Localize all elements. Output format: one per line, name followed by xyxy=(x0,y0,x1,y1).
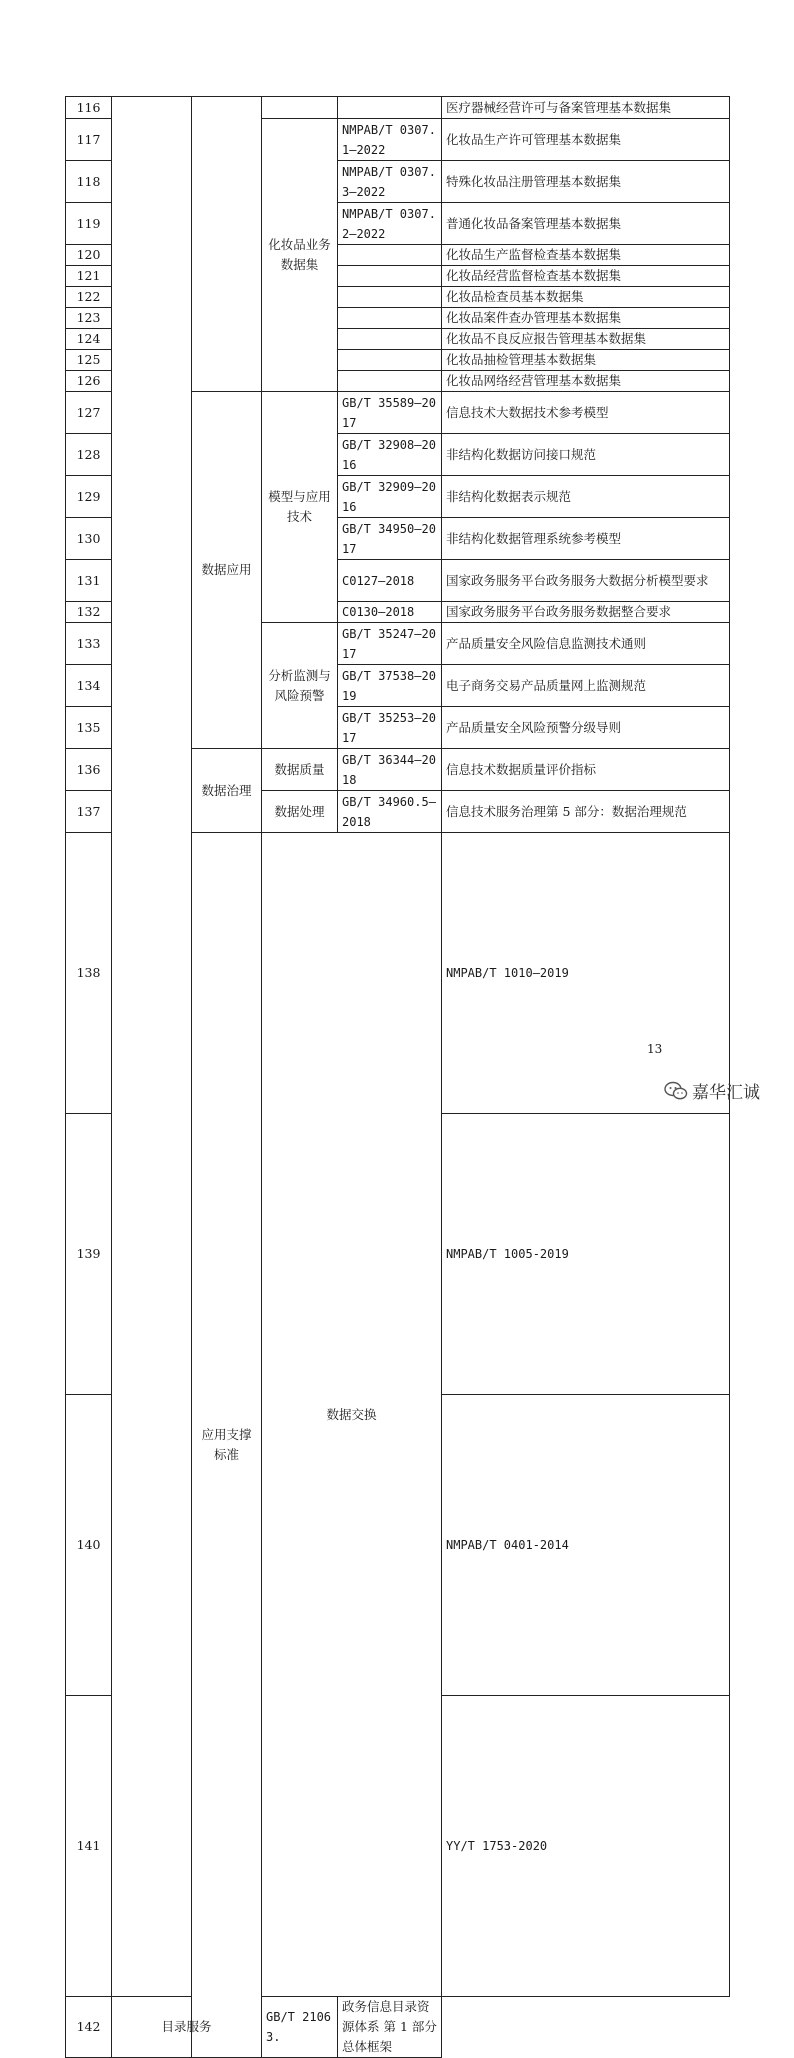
watermark-text: 嘉华汇诚 xyxy=(692,1083,760,1103)
standard-name: 产品质量安全风险信息监测技术通则 xyxy=(442,623,730,665)
category-processing: 数据处理 xyxy=(262,791,338,833)
row-number: 140 xyxy=(66,1395,112,1696)
standard-code: GB/T 35247—2017 xyxy=(338,623,442,665)
row-number: 128 xyxy=(66,434,112,476)
standard-name: 医疗器械经营许可与备案管理基本数据集 xyxy=(442,97,730,119)
standard-code: NMPAB/T 1005-2019 xyxy=(442,1114,730,1395)
standard-name: 非结构化数据表示规范 xyxy=(442,476,730,518)
category-quality: 数据质量 xyxy=(262,749,338,791)
standard-name: 信息技术服务治理第 5 部分：数据治理规范 xyxy=(442,791,730,833)
standard-code xyxy=(338,266,442,287)
standard-name: 化妆品网络经营管理基本数据集 xyxy=(442,371,730,392)
standard-code: C0130—2018 xyxy=(338,602,442,623)
row-number: 119 xyxy=(66,203,112,245)
category-model-tech: 模型与应用技术 xyxy=(262,392,338,623)
wechat-icon xyxy=(664,1081,688,1101)
page-number: 13 xyxy=(647,1042,663,1056)
row-number: 130 xyxy=(66,518,112,560)
row-number: 138 xyxy=(66,833,112,1114)
row-number: 142 xyxy=(66,1997,112,2058)
standard-code: GB/T 36344—2018 xyxy=(338,749,442,791)
standard-name: 化妆品生产许可管理基本数据集 xyxy=(442,119,730,161)
category-data-application: 数据应用 xyxy=(192,392,262,749)
standard-name: 化妆品案件查办管理基本数据集 xyxy=(442,308,730,329)
row-number: 127 xyxy=(66,392,112,434)
row-number: 125 xyxy=(66,350,112,371)
category-governance: 数据治理 xyxy=(192,749,262,833)
standard-name: 化妆品生产监督检查基本数据集 xyxy=(442,245,730,266)
table-row xyxy=(66,97,730,119)
standard-code: NMPAB/T 0401-2014 xyxy=(442,1395,730,1696)
standard-code: GB/T 35589—2017 xyxy=(338,392,442,434)
row-number: 120 xyxy=(66,245,112,266)
standard-name: 特殊化妆品注册管理基本数据集 xyxy=(442,161,730,203)
row-number: 118 xyxy=(66,161,112,203)
standards-table xyxy=(65,96,730,2058)
standard-code: NMPAB/T 0307.1—2022 xyxy=(338,119,442,161)
standard-name: 信息技术大数据技术参考模型 xyxy=(442,392,730,434)
standard-code: GB/T 37538—2019 xyxy=(338,665,442,707)
standard-code xyxy=(338,245,442,266)
row-number: 135 xyxy=(66,707,112,749)
standard-code: GB/T 32909—2016 xyxy=(338,476,442,518)
watermark xyxy=(664,1078,760,1103)
standard-name: 电子商务交易产品质量网上监测规范 xyxy=(442,665,730,707)
standard-code: GB/T 34960.5—2018 xyxy=(338,791,442,833)
standard-code xyxy=(338,350,442,371)
standard-code xyxy=(338,371,442,392)
row-number: 131 xyxy=(66,560,112,602)
row-number: 136 xyxy=(66,749,112,791)
standard-code: YY/T 1753-2020 xyxy=(442,1696,730,1997)
standard-code: NMPAB/T 0307.2—2022 xyxy=(338,203,442,245)
standard-name: 非结构化数据管理系统参考模型 xyxy=(442,518,730,560)
category-cosmetics: 化妆品业务数据集 xyxy=(262,119,338,392)
row-number: 132 xyxy=(66,602,112,623)
standard-name: 非结构化数据访问接口规范 xyxy=(442,434,730,476)
standard-name: 国家政务服务平台政务服务大数据分析模型要求 xyxy=(442,560,730,602)
row-number: 134 xyxy=(66,665,112,707)
table-row xyxy=(66,1997,730,2058)
second-category-cell xyxy=(192,97,262,392)
standard-code xyxy=(338,308,442,329)
standard-name: 国家政务服务平台政务服务数据整合要求 xyxy=(442,602,730,623)
standard-code: NMPAB/T 1010—2019 xyxy=(442,833,730,1114)
standard-name: 产品质量安全风险预警分级导则 xyxy=(442,707,730,749)
standard-name: 化妆品检查员基本数据集 xyxy=(442,287,730,308)
standard-code: GB/T 32908—2016 xyxy=(338,434,442,476)
standard-name: 化妆品经营监督检查基本数据集 xyxy=(442,266,730,287)
category-catalog: 目录服务 xyxy=(112,1997,262,2058)
standard-code xyxy=(338,287,442,308)
standard-code: C0127—2018 xyxy=(338,560,442,602)
category-exchange: 数据交换 xyxy=(262,833,442,1997)
row-number: 126 xyxy=(66,371,112,392)
third-category-cell xyxy=(262,97,338,119)
row-number: 122 xyxy=(66,287,112,308)
row-number: 121 xyxy=(66,266,112,287)
standard-code xyxy=(338,329,442,350)
row-number: 133 xyxy=(66,623,112,665)
standard-name: 化妆品不良反应报告管理基本数据集 xyxy=(442,329,730,350)
row-number: 141 xyxy=(66,1696,112,1997)
row-number: 124 xyxy=(66,329,112,350)
standard-code xyxy=(338,97,442,119)
standard-code: GB/T 21063. xyxy=(262,1997,338,2058)
row-number: 116 xyxy=(66,97,112,119)
category-risk-monitoring: 分析监测与风险预警 xyxy=(262,623,338,749)
standard-name: 政务信息目录资源体系 第 1 部分 总体框架 xyxy=(338,1997,442,2058)
row-number: 139 xyxy=(66,1114,112,1395)
row-number: 129 xyxy=(66,476,112,518)
row-number: 117 xyxy=(66,119,112,161)
row-number: 123 xyxy=(66,308,112,329)
standard-code: GB/T 35253—2017 xyxy=(338,707,442,749)
standard-name: 信息技术数据质量评价指标 xyxy=(442,749,730,791)
standard-code: NMPAB/T 0307.3—2022 xyxy=(338,161,442,203)
standard-code: GB/T 34950—2017 xyxy=(338,518,442,560)
top-category-cell xyxy=(112,97,192,1997)
row-number: 137 xyxy=(66,791,112,833)
standard-name: 化妆品抽检管理基本数据集 xyxy=(442,350,730,371)
category-support-standards: 应用支撑标准 xyxy=(192,833,262,2058)
standard-name: 普通化妆品备案管理基本数据集 xyxy=(442,203,730,245)
